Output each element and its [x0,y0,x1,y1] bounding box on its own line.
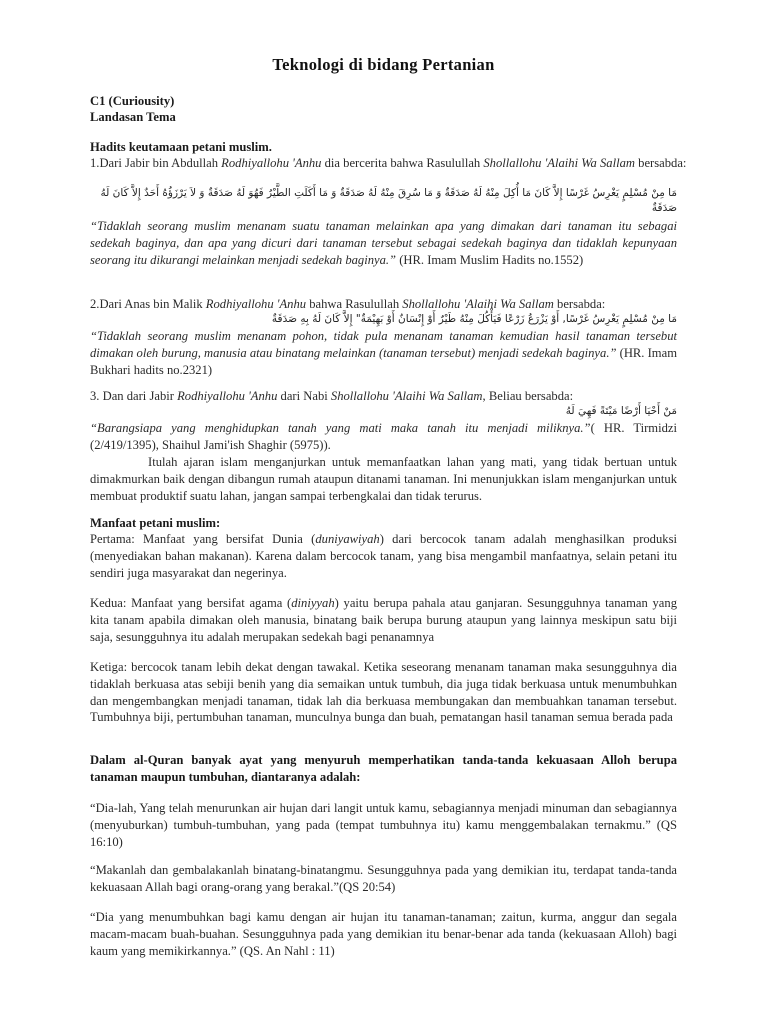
hadits-heading: Hadits keutamaan petani muslim. [90,140,272,154]
hadith-2-intro: 2.Dari Anas bin Malik Rodhiyallohu 'Anhu bahwa Rasulullah Shollallohu 'Alaihi Wa Sallam bersabda: [90,297,606,311]
manfaat-heading: Manfaat petani muslim: [90,516,221,530]
ayat-item: “Makanlah dan gembalakanlah binatang-binatangmu. Sesungguhnya pada yang demikian itu, terdapat tanda-tanda kekuasaan Allah bagi orang-orang yang berakal.”(QS 20:54) [90,863,677,894]
manfaat-pertama: Pertama: Manfaat yang bersifat Dunia (duniyawiyah) dari bercocok tanam adalah menghasilkan produksi (menyediakan bahan makanan). Karena dalam bercocok tanam, yang bisa mengambil manfaatnya, selain petani itu sendiri juga masyarakat dan negerinya. [90,532,677,580]
hadith-1-intro: 1.Dari Jabir bin Abdullah Rodhiyallohu 'Anhu dia bercerita bahwa Rasulullah Shollallohu 'Alaihi Wa Sallam bersabda: [90,156,687,170]
ayat-item: “Dia yang menumbuhkan bagi kamu dengan air hujan itu tanaman-tanaman; zaitun, kurma, anggur dan segala macam-macam buah-buahan. Sesungguhnya pada yang demikian itu benar-benar ada tanda (kekuasaan Alloh) bagi kaum yang memikirkannya.” (QS. An Nahl : 11) [90,910,677,958]
hadith-2-arabic: مَا مِنْ مُسْلِمٍ يَغْرِسُ غَرْسًا, أَوْ يَزْرَعُ زَرْعًا فَيَأْكُلَ مِنْهُ طَيْرٌ أَوْ إِنْسَانٌ أَوْ بَهِيْمَةٌ" إِلاَّ كَانَ لَهُ بِهِ صَدَقَةٌ [271,313,677,325]
hadith-1-arabic: مَا مِنْ مُسْلِمٍ يَغْرِسُ غَرْسًا إِلاَّ كَانَ مَا أُكِلَ مِنْهُ لَهُ صَدَقَةٌ وَ مَا سُرِقَ مِنْهُ لَهُ صَدَقَةٌ وَ مَا أَكَلَتِ الطَّيْرُ فَهُوَ لَهُ صَدَقَةٌ وَ لاَ يَرْزَؤُهُ أَحَدٌ إِلاَّ كَانَ لَهُ صَدَقَةٌ [100,187,677,214]
section-landasan-heading: Landasan Tema [90,110,176,124]
hadith-1-translation: “Tidaklah seorang muslim menanam suatu tanaman melainkan apa yang dimakan dari tanaman itu sebagai sedekah baginya, dan apa yang dicuri dari tanaman tersebut sebagai sedekah baginya dan tidaklah kepunyaan seorang itu dikurangi melainkan menjadi sedekah baginya.” (HR. Imam Muslim Hadits no.1552) [90,219,677,267]
ayat-item: “Dia-lah, Yang telah menurunkan air hujan dari langit untuk kamu, sebagiannya menjadi minuman dan sebagiannya (menyuburkan) tumbuh-tumbuhan, yang pada (tempat tumbuhnya itu) kamu menggembalakan ternakmu.” (QS 16:10) [90,801,677,849]
manfaat-ketiga: Ketiga: bercocok tanam lebih dekat dengan tawakal. Ketika seseorang menanam tanaman maka sesungguhnya dia tidaklah berkuasa atas sebiji benih yang dia semaikan untuk tumbuh, dia juga tidak berkuasa untuk menumbuhkan dan mengembangkan menjadi tanaman, tidak lah dia berkuasa membungakan dan membuahkan tanaman tersebut. Tumbuhnya biji, pertumbuhan tanaman, munculnya bunga dan buah, pematangan hasil tanaman semua berada pada [90,660,677,725]
manfaat-kedua: Kedua: Manfaat yang bersifat agama (diniyyah) yaitu berupa pahala atau ganjaran. Sesungguhnya tanaman yang kita tanam apabila dimakan oleh manusia, binatang baik berupa burung ataupun yang lainnya meskipun satu biji saja, sesungguhnya itu adalah merupakan sedekah bagi penanamnya [90,596,677,644]
section-c1-heading: C1 (Curiousity) [90,94,175,108]
document-title: Teknologi di bidang Pertanian [272,55,495,74]
hadith-3-translation: “Barangsiapa yang menghidupkan tanah yang mati maka tanah itu menjadi miliknya.”( HR. Tirmidzi (2/419/1395), Shaihul Jami'ish Shaghir (5975)). [90,421,677,452]
hadith-3-intro: 3. Dan dari Jabir Rodhiyallohu 'Anhu dari Nabi Shollallohu 'Alaihi Wa Sallam, Beliau bersabda: [90,389,574,403]
hadith-3-commentary: Itulah ajaran islam menganjurkan untuk memanfaatkan lahan yang mati, yang tidak bertuan untuk dimakmurkan baik dengan dibangun rumah ataupun ditanami tanaman. Ini menunjukkan islam menganjurkan untuk membuat produktif suatu lahan, jangan sampai terbengkalai dan tidak terurus. [90,455,677,503]
hadith-3-arabic: مَنْ أَحْيَا أَرْضًا مَيْتَةً فَهِيَ لَهُ [565,405,677,417]
quran-heading: Dalam al-Quran banyak ayat yang menyuruh memperhatikan tanda-tanda kekuasaan Alloh berupa tanaman maupun tumbuhan, diantaranya adalah: [90,753,677,784]
hadith-2-translation: “Tidaklah seorang muslim menanam pohon, tidak pula menanam tanaman kemudian hasil tanaman tersebut dimakan oleh burung, manusia atau binatang melainkan (tanaman tersebut) menjadi sedekah baginya.” (HR. Imam Bukhari hadits no.2321) [90,329,677,377]
